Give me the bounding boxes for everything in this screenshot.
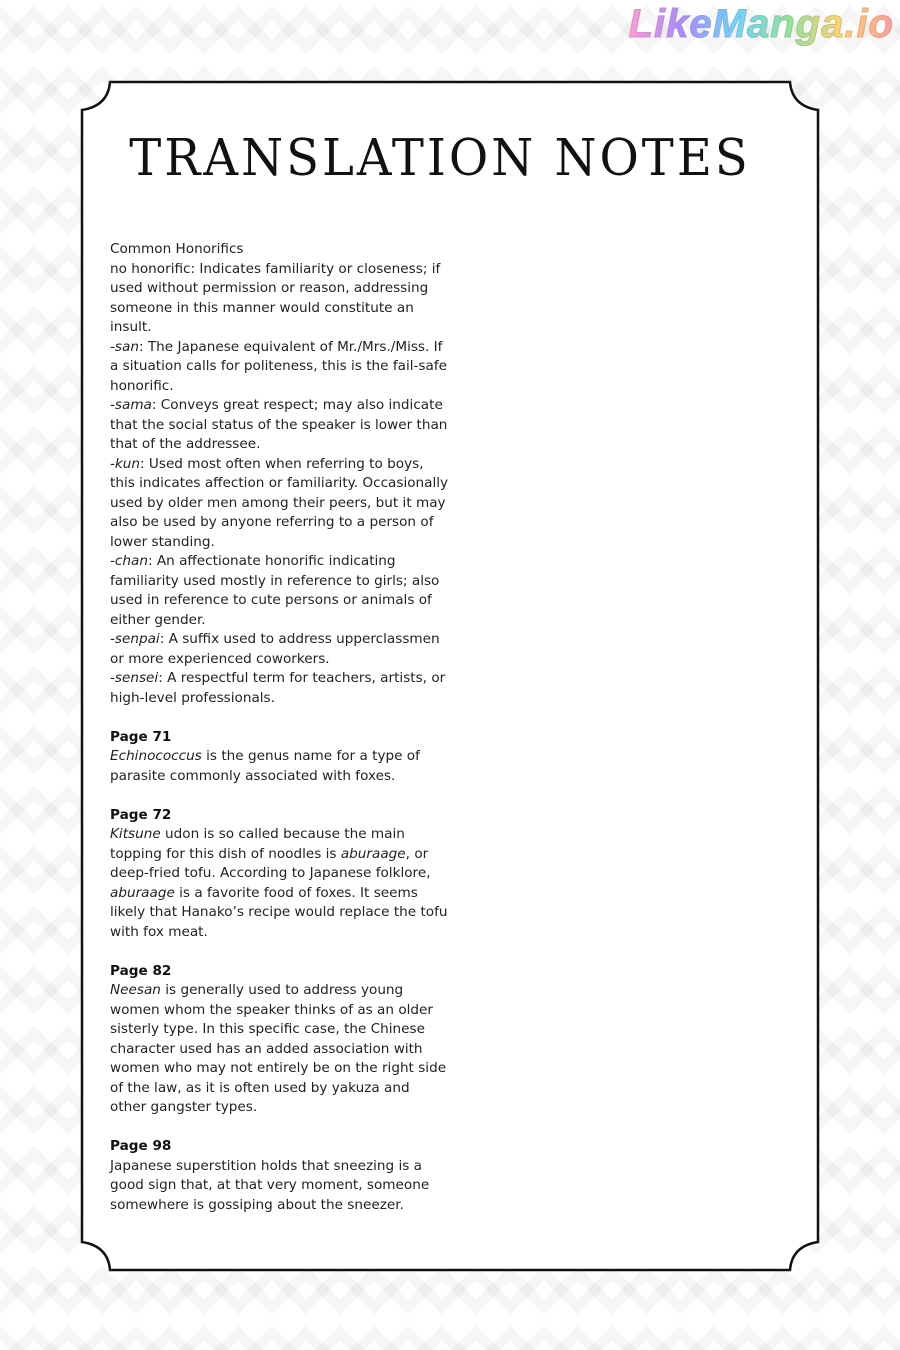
note-text: is the genus name for a type of parasite commonly associated with foxes. [110,748,420,784]
notes-body [110,240,450,1215]
note-heading: Page 72 [110,806,172,823]
definition: : An affectionate honorific indicating familiarity used mostly in reference to girls; also used in reference to cute persons or animals of either gender. [110,553,440,628]
honorific-chan [110,552,450,630]
definition: : A respectful term for teachers, artists, or high-level professionals. [110,670,446,706]
note-heading: Page 98 [110,1138,172,1154]
definition: : Used most often when referring to boys, this indicates affection or familiarity. Occasionally used by older men among their peers, but it may also be used by anyone referring to a person of lower standing. [110,455,449,550]
honorific-san [110,338,450,397]
note-p72 [110,825,450,942]
term: -sensei [110,670,159,686]
term: aburaage [340,845,406,862]
note-p98: Japanese superstition holds that sneezing is a good sign that, at that very moment, someone somewhere is gossiping about the sneezer. [110,1157,430,1213]
note-p71 [110,747,450,786]
notes-frame [80,80,820,1273]
definition: : The Japanese equivalent of Mr./Mrs./Miss. If a situation calls for politeness, this is the fail-safe honorific. [110,338,447,394]
honorific-sama [110,396,450,455]
term: -senpai [110,631,160,647]
note-text: udon is so called because the main topping for this dish of noodles is [110,826,405,862]
honorifics-heading: Common Honorifics [110,241,244,257]
term: Neesan [110,982,161,998]
note-heading: Page 71 [110,728,172,745]
definition: : A suffix used to address upperclassmen or more experienced coworkers. [110,631,440,667]
honorific-none: no honorific: Indicates familiarity or closeness; if used without permission or reason, addressing someone in this manner would constitute an insult. [110,260,441,335]
note-p82 [110,981,450,1118]
term: Kitsune [110,826,161,842]
honorific-senpai [110,630,450,669]
honorific-sensei [110,669,450,708]
term: -chan [110,553,148,569]
site-watermark: LikeManga.io [628,2,894,46]
note-text: is a favorite food of foxes. It seems likely that Hanako’s recipe would replace the tofu with fox meat. [110,884,448,940]
note-text: is generally used to address young women whom the speaker thinks of as an older sisterly type. In this specific case, the Chinese character used has an added association with women who may not entirely be on the right side of the law, as it is often used by yakuza and other gangster types. [110,982,447,1115]
term: -san [110,338,139,355]
term: -sama [110,397,152,413]
term: -kun [110,455,141,472]
honorific-kun [110,455,450,553]
note-text: , or deep-fried tofu. According to Japanese folklore, [110,845,431,881]
term: Echinococcus [110,748,202,764]
term: aburaage [110,884,175,901]
note-heading: Page 82 [110,962,172,979]
page-title: TRANSLATION NOTES [129,128,751,188]
definition: : Conveys great respect; may also indicate that the social status of the speaker is lower than that of the addressee. [110,397,448,452]
